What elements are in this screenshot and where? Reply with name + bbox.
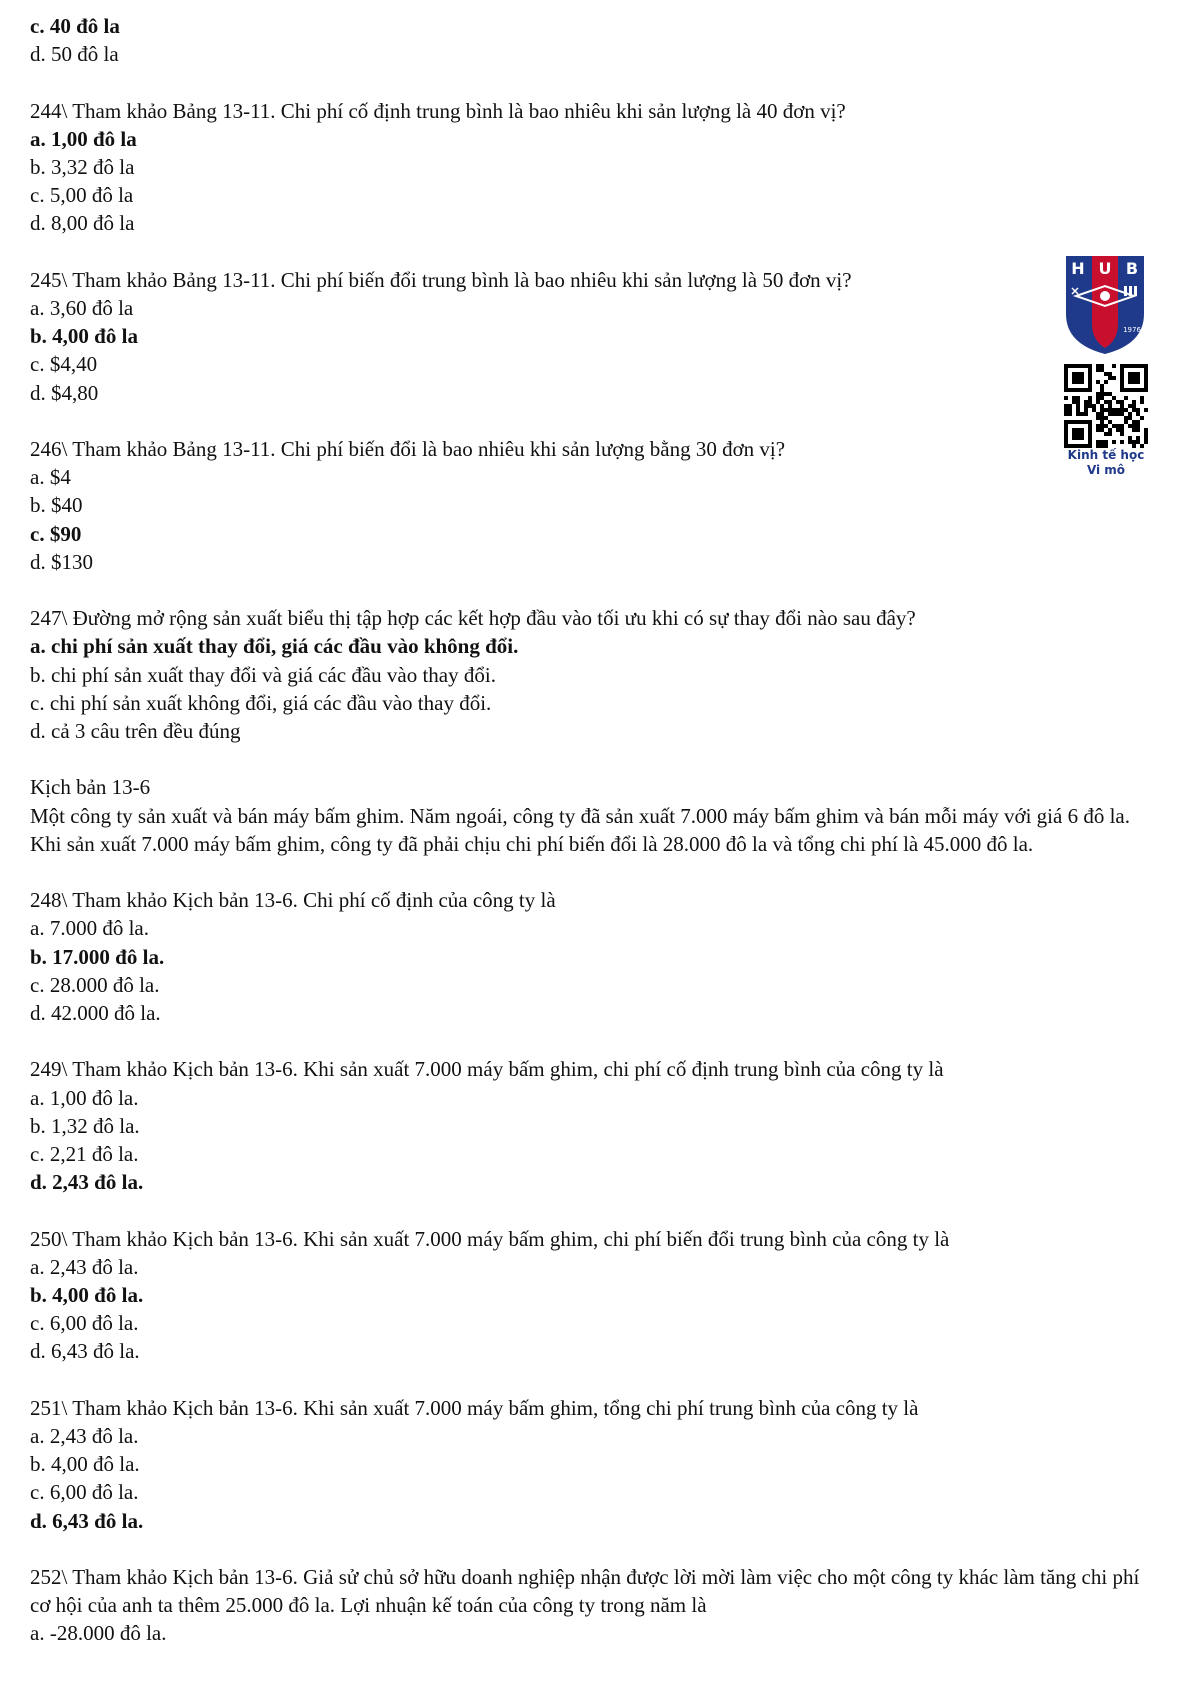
answer-option-line: b. 1,32 đô la. bbox=[30, 1113, 140, 1138]
answer-option-line: c. 6,00 đô la. bbox=[30, 1480, 139, 1505]
answer-option-line: a. 3,60 đô la bbox=[30, 296, 134, 320]
answer-option-line: a. 7.000 đô la. bbox=[30, 916, 149, 941]
question-or-heading-line: c. 40 đô la bbox=[30, 14, 120, 38]
block-spacer bbox=[30, 407, 1160, 435]
answer-option-line: d. $4,80 bbox=[30, 380, 99, 405]
qr-code-icon bbox=[1064, 364, 1148, 448]
block-spacer bbox=[30, 576, 1160, 604]
logo-letter-b: B bbox=[1125, 259, 1139, 278]
answer-option-line: d. cả 3 câu trên đều đúng bbox=[30, 719, 241, 744]
answer-option-line: a. $4 bbox=[30, 465, 71, 490]
hub-shield-icon bbox=[1062, 252, 1148, 356]
question-or-heading-line: 250\ Tham khảo Kịch bản 13-6. Khi sản xuất 7.000 máy bấm ghim, chi phí biến đổi trung bình của công ty là bbox=[30, 1226, 950, 1251]
question-or-heading-line: 245\ Tham khảo Bảng 13-11. Chi phí biến đổi trung bình là bao nhiêu khi sản lượng là 50 đơn vị? bbox=[30, 267, 852, 292]
logo-caption-1: Kinh tế học bbox=[1067, 448, 1145, 462]
answer-option-line: c. 28.000 đô la. bbox=[30, 972, 160, 997]
answer-option-line: a. -28.000 đô la. bbox=[30, 1621, 167, 1646]
question-or-heading-line: Kịch bản 13-6 bbox=[30, 775, 151, 800]
logo-caption-2: Vi mô bbox=[1086, 463, 1126, 477]
answer-option-line: c. $4,40 bbox=[30, 352, 98, 377]
block-spacer bbox=[30, 238, 1160, 266]
block-spacer bbox=[30, 1027, 1160, 1055]
answer-option-line: a. 1,00 đô la. bbox=[30, 1085, 139, 1110]
block-spacer bbox=[30, 1366, 1160, 1394]
question-or-heading-line: 246\ Tham khảo Bảng 13-11. Chi phí biến đổi là bao nhiêu khi sản lượng bằng 30 đơn vị? bbox=[30, 437, 786, 461]
answer-option-line: b. 4,00 đô la. bbox=[30, 1452, 140, 1477]
block-spacer bbox=[30, 858, 1160, 886]
answer-option-line: b. 4,00 đô la. bbox=[30, 1283, 144, 1308]
block-spacer bbox=[30, 1535, 1160, 1563]
block-spacer bbox=[30, 745, 1160, 773]
answer-option-line: d. 6,43 đô la. bbox=[30, 1508, 144, 1533]
answer-option-line: b. chi phí sản xuất thay đổi và giá các đầu vào thay đổi. bbox=[30, 662, 496, 687]
logo-year: 1976 bbox=[1123, 326, 1141, 334]
answer-option-line: d. 2,43 đô la. bbox=[30, 1170, 144, 1195]
answer-option-line: c. chi phí sản xuất không đổi, giá các đầu vào thay đổi. bbox=[30, 690, 492, 715]
answer-option-line: b. $40 bbox=[30, 493, 83, 518]
answer-option-line: a. 1,00 đô la bbox=[30, 126, 137, 151]
logo-letter-u: U bbox=[1098, 259, 1112, 278]
answer-option-line: b. 17.000 đô la. bbox=[30, 944, 165, 969]
document-body bbox=[30, 12, 1160, 1648]
logo-letter-h: H bbox=[1071, 259, 1085, 278]
question-or-heading-line: 244\ Tham khảo Bảng 13-11. Chi phí cố định trung bình là bao nhiêu khi sản lượng là 40 đơn vị? bbox=[30, 98, 846, 123]
answer-option-line: c. 5,00 đô la bbox=[30, 183, 134, 208]
answer-option-line: d. 50 đô la bbox=[30, 42, 119, 67]
block-spacer bbox=[30, 1196, 1160, 1224]
question-or-heading-line: 251\ Tham khảo Kịch bản 13-6. Khi sản xuất 7.000 máy bấm ghim, tổng chi phí trung bình của công ty là bbox=[30, 1395, 919, 1420]
answer-option-line: a. chi phí sản xuất thay đổi, giá các đầu vào không đổi. bbox=[30, 634, 519, 659]
answer-option-line: Một công ty sản xuất và bán máy bấm ghim. Năm ngoái, công ty đã sản xuất 7.000 máy bấm ghim và bán mỗi máy với giá 6 đô la. Khi sản xuất 7.000 máy bấm ghim, công ty đã phải chịu chi phí biến đổi là 28.000 đô la và tổng chi phí là 45.000 đô la. bbox=[30, 803, 1130, 856]
answer-option-line: d. 8,00 đô la bbox=[30, 211, 135, 236]
answer-option-line: a. 2,43 đô la. bbox=[30, 1424, 139, 1449]
answer-option-line: c. $90 bbox=[30, 521, 82, 546]
answer-option-line: d. 6,43 đô la. bbox=[30, 1339, 140, 1364]
answer-option-line: b. 4,00 đô la bbox=[30, 324, 138, 349]
question-or-heading-line: 252\ Tham khảo Kịch bản 13-6. Giả sử chủ sở hữu doanh nghiệp nhận được lời mời làm việc cho một công ty khác làm tăng chi phí cơ hội của anh ta thêm 25.000 đô la. Lợi nhuận kế toán của công ty trong năm là bbox=[30, 1565, 1140, 1618]
question-or-heading-line: 249\ Tham khảo Kịch bản 13-6. Khi sản xuất 7.000 máy bấm ghim, chi phí cố định trung bình của công ty là bbox=[30, 1057, 944, 1082]
hub-logo bbox=[1062, 252, 1150, 478]
answer-option-line: d. 42.000 đô la. bbox=[30, 1001, 161, 1026]
answer-option-line: a. 2,43 đô la. bbox=[30, 1254, 139, 1279]
question-or-heading-line: 248\ Tham khảo Kịch bản 13-6. Chi phí cố định của công ty là bbox=[30, 888, 556, 913]
answer-option-line: c. 6,00 đô la. bbox=[30, 1311, 139, 1336]
question-or-heading-line: 247\ Đường mở rộng sản xuất biểu thị tập hợp các kết hợp đầu vào tối ưu khi có sự thay đổi nào sau đây? bbox=[30, 606, 916, 631]
answer-option-line: b. 3,32 đô la bbox=[30, 155, 135, 179]
answer-option-line: d. $130 bbox=[30, 549, 93, 574]
block-spacer bbox=[30, 68, 1160, 96]
answer-option-line: c. 2,21 đô la. bbox=[30, 1142, 139, 1167]
